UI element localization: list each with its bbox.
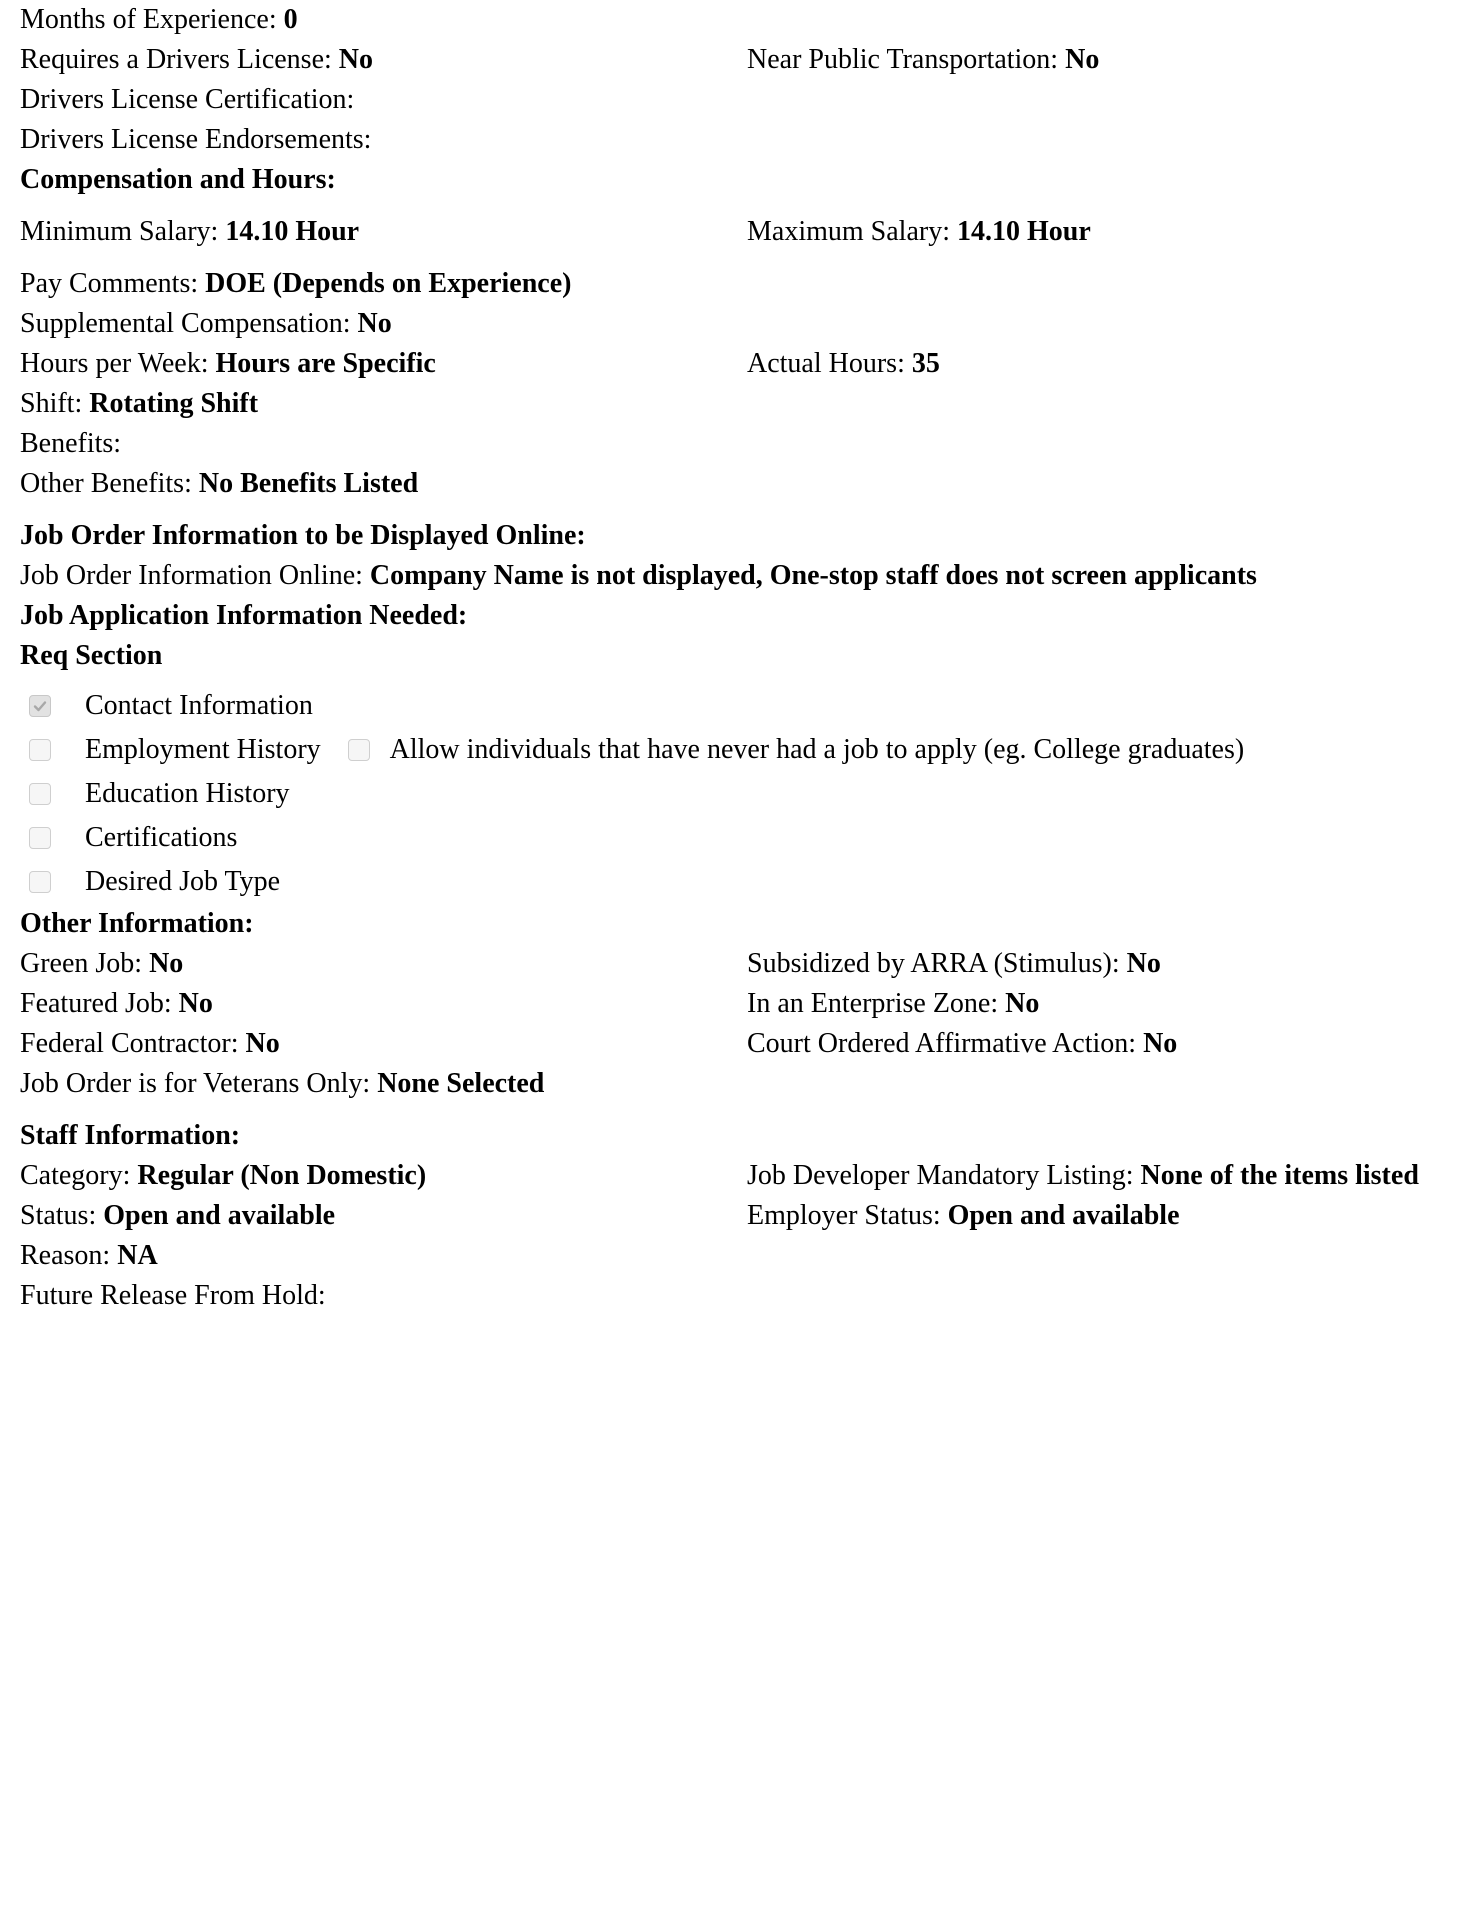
months-experience-label: Months of Experience: (20, 4, 284, 35)
other-benefits-row (20, 464, 1464, 504)
employment-history-label: Employment History (85, 734, 321, 765)
employer-status-value: Open and available (947, 1200, 1180, 1231)
mandatory-listing-label: Job Developer Mandatory Listing: (747, 1160, 1141, 1191)
category-value: Regular (Non Domestic) (137, 1160, 427, 1191)
status-value: Open and available (103, 1200, 336, 1231)
benefits-label: Benefits: (20, 428, 122, 459)
license-endorsements-label: Drivers License Endorsements: (20, 124, 372, 155)
online-info-label: Job Order Information Online: (20, 560, 370, 591)
min-salary-label: Minimum Salary: (20, 216, 226, 247)
green-job-row (20, 944, 1464, 984)
hours-per-week-value: Hours are Specific (215, 348, 436, 379)
other-info-heading: Other Information: (20, 908, 254, 939)
requires-license-value: No (338, 44, 374, 75)
pay-comments-label: Pay Comments: (20, 268, 206, 299)
near-transport-label: Near Public Transportation: (747, 44, 1066, 75)
reason-value: NA (117, 1240, 158, 1271)
other-benefits-value: No Benefits Listed (198, 468, 419, 499)
enterprise-zone-value: No (1005, 988, 1040, 1019)
license-certification-label: Drivers License Certification: (20, 84, 355, 115)
req-item-contact-information (20, 684, 1464, 728)
staff-info-heading: Staff Information: (20, 1120, 241, 1151)
checkmark-icon (32, 698, 48, 714)
future-release-row (20, 1276, 1464, 1316)
certifications-label: Certifications (85, 822, 238, 853)
never-had-job-label: Allow individuals that have never had a job to apply (eg. College graduates) (389, 734, 1245, 765)
online-heading: Job Order Information to be Displayed Online: (20, 520, 586, 551)
category-label: Category: (20, 1160, 138, 1191)
hours-row (20, 344, 1464, 384)
arra-label: Subsidized by ARRA (Stimulus): (747, 948, 1127, 979)
featured-job-value: No (178, 988, 213, 1019)
license-certification-row (20, 80, 1464, 120)
benefits-row (20, 424, 1464, 464)
enterprise-zone-label: In an Enterprise Zone: (747, 988, 1006, 1019)
reason-label: Reason: (20, 1240, 118, 1271)
req-item-desired-job-type (20, 860, 1464, 904)
supplemental-row (20, 304, 1464, 344)
pay-comments-value: DOE (Depends on Experience) (205, 268, 572, 299)
application-heading: Job Application Information Needed: (20, 600, 468, 631)
veterans-only-value: None Selected (377, 1068, 545, 1099)
drivers-license-row (20, 40, 1464, 80)
mandatory-listing-value: None of the items listed (1140, 1160, 1419, 1191)
veterans-only-label: Job Order is for Veterans Only: (20, 1068, 378, 1099)
featured-job-row (20, 984, 1464, 1024)
other-benefits-label: Other Benefits: (20, 468, 199, 499)
near-transport-value: No (1065, 44, 1100, 75)
min-salary-value: 14.10 Hour (225, 216, 360, 247)
req-section-heading: Req Section (20, 640, 163, 671)
max-salary-value: 14.10 Hour (956, 216, 1091, 247)
supplemental-label: Supplemental Compensation: (20, 308, 358, 339)
requires-license-label: Requires a Drivers License: (20, 44, 339, 75)
months-experience-row (20, 0, 1464, 40)
contact-information-label: Contact Information (85, 690, 313, 721)
category-row (20, 1156, 1464, 1196)
shift-row (20, 384, 1464, 424)
arra-value: No (1126, 948, 1161, 979)
reason-row (20, 1236, 1464, 1276)
court-ordered-value: No (1143, 1028, 1178, 1059)
federal-contractor-label: Federal Contractor: (20, 1028, 246, 1059)
education-history-label: Education History (85, 778, 290, 809)
hours-per-week-label: Hours per Week: (20, 348, 216, 379)
supplemental-value: No (357, 308, 392, 339)
green-job-label: Green Job: (20, 948, 150, 979)
veterans-only-row (20, 1064, 1464, 1104)
pay-comments-row (20, 264, 1464, 304)
future-release-label: Future Release From Hold: (20, 1280, 326, 1311)
never-had-job-checkbox[interactable] (348, 739, 370, 761)
status-row (20, 1196, 1464, 1236)
education-history-checkbox[interactable] (29, 783, 51, 805)
shift-value: Rotating Shift (89, 388, 259, 419)
green-job-value: No (149, 948, 184, 979)
certifications-checkbox[interactable] (29, 827, 51, 849)
desired-job-type-checkbox[interactable] (29, 871, 51, 893)
salary-row (20, 212, 1464, 252)
featured-job-label: Featured Job: (20, 988, 179, 1019)
contact-information-checkbox[interactable] (29, 695, 51, 717)
req-item-employment-history (20, 728, 1464, 772)
desired-job-type-label: Desired Job Type (85, 866, 281, 897)
employer-status-label: Employer Status: (747, 1200, 948, 1231)
actual-hours-label: Actual Hours: (747, 348, 912, 379)
max-salary-label: Maximum Salary: (747, 216, 957, 247)
federal-contractor-value: No (245, 1028, 280, 1059)
online-info-row (20, 556, 1464, 596)
employment-history-checkbox[interactable] (29, 739, 51, 761)
license-endorsements-row (20, 120, 1464, 160)
status-label: Status: (20, 1200, 104, 1231)
online-info-value: Company Name is not displayed, One-stop staff does not screen applicants (369, 560, 1257, 591)
months-experience-value: 0 (283, 4, 298, 35)
court-ordered-label: Court Ordered Affirmative Action: (747, 1028, 1144, 1059)
shift-label: Shift: (20, 388, 90, 419)
federal-contractor-row (20, 1024, 1464, 1064)
req-item-certifications (20, 816, 1464, 860)
req-item-education-history (20, 772, 1464, 816)
actual-hours-value: 35 (911, 348, 940, 379)
compensation-heading: Compensation and Hours: (20, 164, 336, 195)
